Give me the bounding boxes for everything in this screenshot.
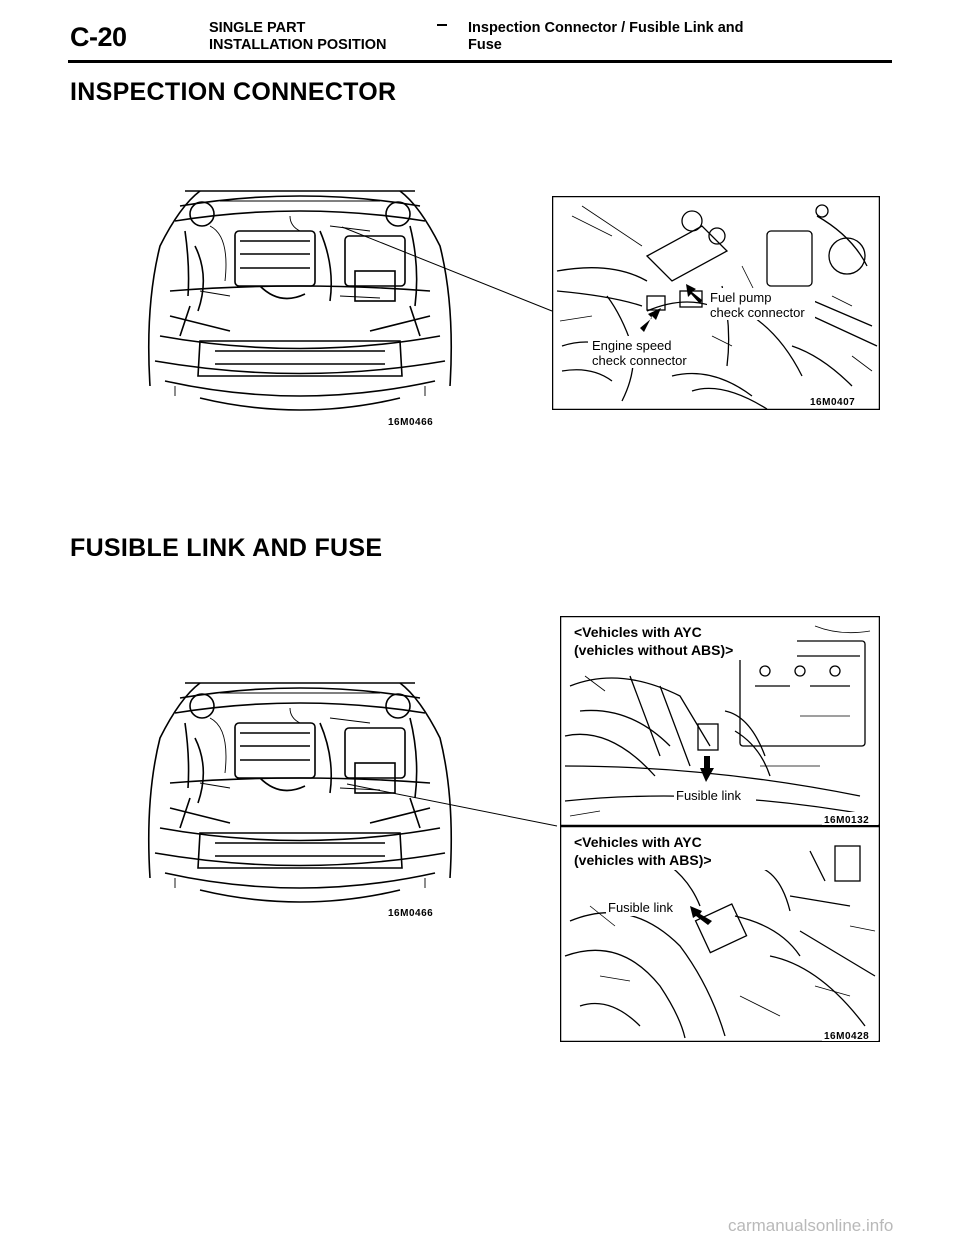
label-engine-speed-line2: check connector (592, 353, 687, 368)
overview-figure-code-1: 16M0466 (388, 417, 434, 426)
panel1-fusible-link-label: Fusible link (676, 788, 742, 803)
inspection-connector-detail (552, 196, 880, 410)
header-category-line2: INSTALLATION POSITION (209, 37, 387, 53)
panel2-title-line1: <Vehicles with AYC (574, 834, 702, 850)
fusible-link-detail-without-abs (560, 616, 880, 826)
section-title-inspection-connector: INSPECTION CONNECTOR (70, 78, 397, 106)
leader-line-2 (345, 782, 560, 830)
panel1-title-line2: (vehicles without ABS)> (574, 642, 734, 658)
panel2-fusible-link-label: Fusible link (608, 900, 674, 915)
header-topic-line1: Inspection Connector / Fusible Link and (468, 20, 744, 36)
label-engine-speed-line1: Engine speed (592, 338, 672, 353)
label-fuel-pump-line2: check connector (710, 305, 805, 320)
header-rule (68, 60, 892, 63)
watermark: carmanualsonline.info (728, 1216, 894, 1235)
leader-line-1 (340, 225, 555, 315)
panel2-figure-code: 16M0428 (824, 1031, 870, 1042)
panel1-title-line1: <Vehicles with AYC (574, 624, 702, 640)
page-code: C-20 (70, 22, 127, 52)
panel1-figure-code: 16M0132 (824, 815, 870, 826)
header-dash (437, 24, 447, 26)
overview-figure-code-2: 16M0466 (388, 908, 434, 918)
detail-figure-code-1: 16M0407 (810, 397, 856, 408)
header-category-line1: SINGLE PART (209, 20, 306, 36)
header-topic (468, 20, 744, 54)
label-fuel-pump-line1: Fuel pump (710, 290, 772, 305)
header-topic-line2: Fuse (468, 37, 502, 53)
fusible-link-detail-with-abs (560, 826, 880, 1042)
section-title-fusible-link-and-fuse: FUSIBLE LINK AND FUSE (70, 534, 383, 562)
header-category (209, 20, 386, 54)
panel2-title-line2: (vehicles with ABS)> (574, 852, 712, 868)
